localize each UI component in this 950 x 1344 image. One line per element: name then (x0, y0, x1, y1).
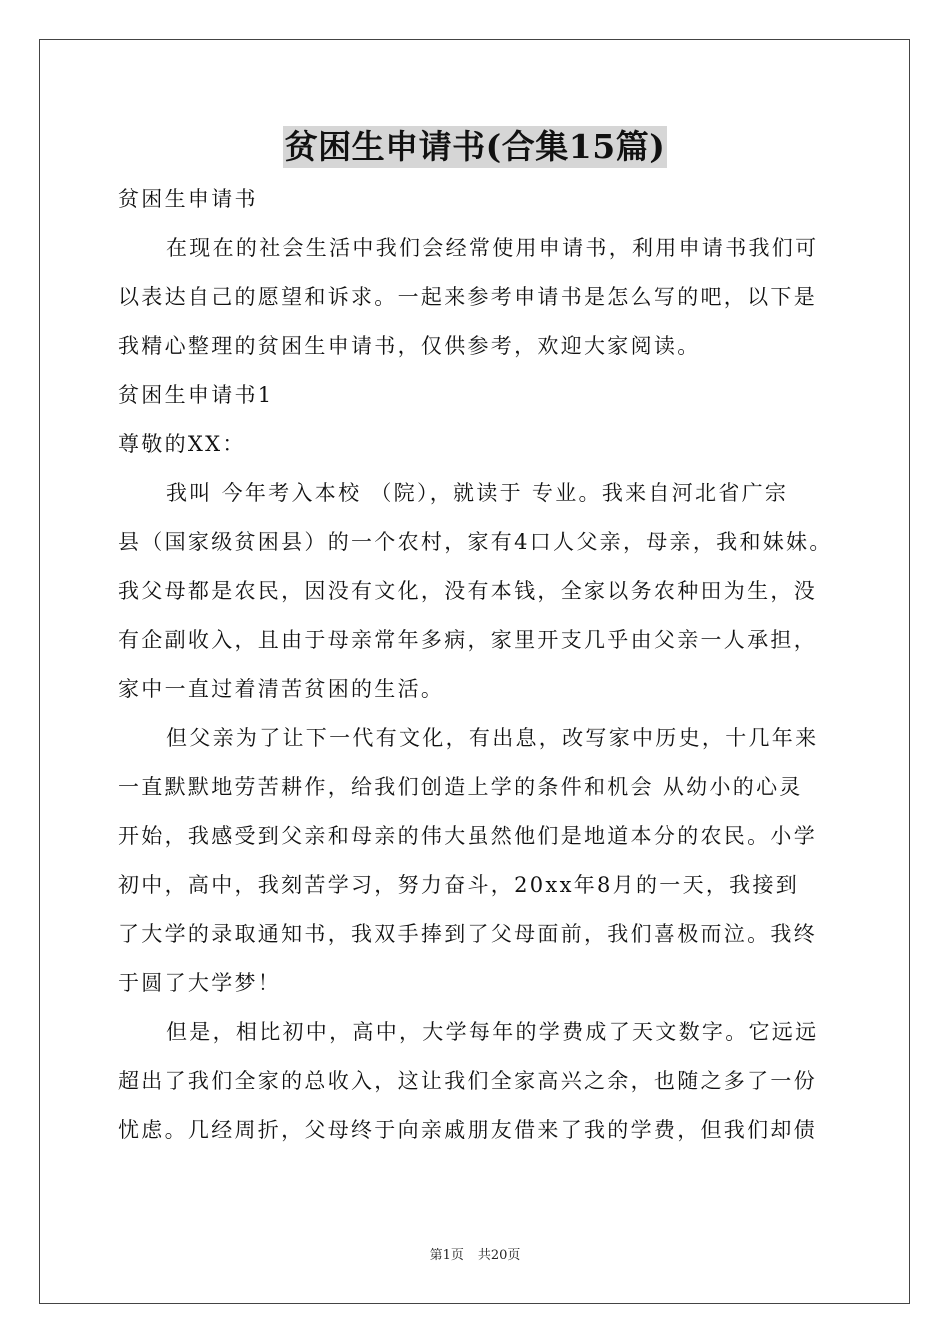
body-line: 贫困生申请书1 (118, 383, 274, 407)
body-line: 有企副收入，且由于母亲常年多病，家里开支几乎由父亲一人承担， (118, 628, 817, 652)
page-footer (0, 1244, 950, 1263)
body-line: 县（国家级贫困县）的一个农村，家有4口人父亲，母亲，我和妹妹。 (118, 530, 833, 554)
page-total: 共20页 (477, 1248, 521, 1263)
body-line: 在现在的社会生活中我们会经常使用申请书，利用申请书我们可 (166, 236, 819, 260)
body-line: 以表达自己的愿望和诉求。一起来参考申请书是怎么写的吧，以下是 (118, 285, 817, 309)
body-line: 尊敬的XX： (118, 432, 246, 456)
body-line: 了大学的录取通知书，我双手捧到了父母面前，我们喜极而泣。我终 (118, 922, 817, 946)
body-line: 开始，我感受到父亲和母亲的伟大虽然他们是地道本分的农民。小学 (118, 824, 817, 848)
body-line: 超出了我们全家的总收入，这让我们全家高兴之余，也随之多了一份 (118, 1069, 817, 1093)
body-line: 但是，相比初中，高中，大学每年的学费成了天文数字。它远远 (166, 1020, 819, 1044)
body-line: 忧虑。几经周折，父母终于向亲戚朋友借来了我的学费，但我们却债 (118, 1118, 817, 1142)
body-line: 一直默默地劳苦耕作，给我们创造上学的条件和机会 从幼小的心灵 (118, 775, 803, 799)
body-line: 我精心整理的贫困生申请书，仅供参考，欢迎大家阅读。 (118, 334, 701, 358)
body-line: 我父母都是农民，因没有文化，没有本钱，全家以务农种田为生，没 (118, 579, 817, 603)
page-number: 第1页 (429, 1248, 464, 1263)
body-line: 初中，高中，我刻苦学习，努力奋斗，20xx年8月的一天，我接到 (118, 873, 800, 897)
body-line: 我叫 今年考入本校 （院），就读于 专业。我来自河北省广宗 (166, 481, 789, 505)
body-line: 于圆了大学梦！ (118, 971, 282, 995)
document-title: 贫困生申请书(合集15篇) (284, 127, 666, 166)
body-line: 贫困生申请书 (118, 187, 258, 211)
document-title-wrapper (0, 126, 950, 168)
document-body (118, 175, 838, 1155)
body-line: 但父亲为了让下一代有文化，有出息，改写家中历史，十几年来 (166, 726, 819, 750)
body-line: 家中一直过着清苦贫困的生活。 (118, 677, 445, 701)
